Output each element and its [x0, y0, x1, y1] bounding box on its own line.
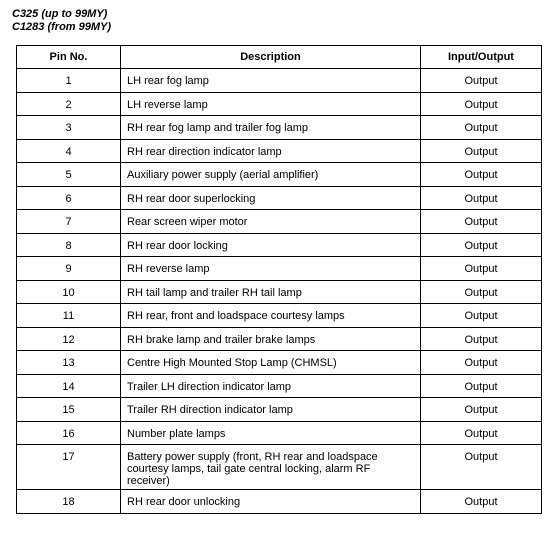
description-cell: RH brake lamp and trailer brake lamps	[121, 327, 421, 351]
pin-number-cell: 4	[17, 139, 121, 163]
table-header-row	[17, 46, 542, 69]
table-row	[17, 257, 542, 281]
pin-number-cell: 11	[17, 304, 121, 328]
input-output-cell: Output	[421, 139, 542, 163]
input-output-cell: Output	[421, 233, 542, 257]
pin-number-cell: 9	[17, 257, 121, 281]
pin-table	[16, 45, 542, 514]
column-header-io: Input/Output	[421, 46, 542, 69]
input-output-cell: Output	[421, 398, 542, 422]
description-cell: LH rear fog lamp	[121, 69, 421, 93]
pin-number-cell: 3	[17, 116, 121, 140]
table-row	[17, 139, 542, 163]
input-output-cell: Output	[421, 69, 542, 93]
description-cell: RH rear door locking	[121, 233, 421, 257]
connector-heading-c325: C325 (up to 99MY)	[12, 8, 108, 20]
pin-number-cell: 14	[17, 374, 121, 398]
input-output-cell: Output	[421, 257, 542, 281]
input-output-cell: Output	[421, 163, 542, 187]
description-cell: RH rear fog lamp and trailer fog lamp	[121, 116, 421, 140]
table-row	[17, 327, 542, 351]
table-row	[17, 421, 542, 445]
pin-number-cell: 17	[17, 445, 121, 490]
input-output-cell: Output	[421, 374, 542, 398]
table-row	[17, 351, 542, 375]
input-output-cell: Output	[421, 280, 542, 304]
description-cell: Battery power supply (front, RH rear and loadspace courtesy lamps, tail gate central locking, alarm RF receiver)	[121, 445, 421, 490]
description-cell: Trailer RH direction indicator lamp	[121, 398, 421, 422]
connector-heading-c1283: C1283 (from 99MY)	[12, 21, 112, 33]
table-row	[17, 280, 542, 304]
table-row	[17, 186, 542, 210]
table-body	[17, 69, 542, 514]
table-row	[17, 116, 542, 140]
table-row	[17, 233, 542, 257]
table-row	[17, 163, 542, 187]
input-output-cell: Output	[421, 304, 542, 328]
table-row	[17, 69, 542, 93]
input-output-cell: Output	[421, 116, 542, 140]
input-output-cell: Output	[421, 210, 542, 234]
description-cell: RH rear door unlocking	[121, 490, 421, 514]
pin-number-cell: 2	[17, 92, 121, 116]
table-row	[17, 304, 542, 328]
input-output-cell: Output	[421, 421, 542, 445]
pin-number-cell: 18	[17, 490, 121, 514]
description-cell: RH rear, front and loadspace courtesy lamps	[121, 304, 421, 328]
input-output-cell: Output	[421, 351, 542, 375]
description-cell: Auxiliary power supply (aerial amplifier)	[121, 163, 421, 187]
pin-number-cell: 16	[17, 421, 121, 445]
description-cell: RH rear direction indicator lamp	[121, 139, 421, 163]
description-cell: RH tail lamp and trailer RH tail lamp	[121, 280, 421, 304]
input-output-cell: Output	[421, 327, 542, 351]
description-cell: RH rear door superlocking	[121, 186, 421, 210]
description-cell: LH reverse lamp	[121, 92, 421, 116]
pin-number-cell: 1	[17, 69, 121, 93]
table-row	[17, 374, 542, 398]
input-output-cell: Output	[421, 92, 542, 116]
pin-number-cell: 5	[17, 163, 121, 187]
description-cell: Centre High Mounted Stop Lamp (CHMSL)	[121, 351, 421, 375]
column-header-description: Description	[121, 46, 421, 69]
description-cell: Rear screen wiper motor	[121, 210, 421, 234]
pin-number-cell: 12	[17, 327, 121, 351]
table-row	[17, 210, 542, 234]
table-row	[17, 490, 542, 514]
input-output-cell: Output	[421, 490, 542, 514]
table-row	[17, 92, 542, 116]
description-cell: RH reverse lamp	[121, 257, 421, 281]
pin-number-cell: 13	[17, 351, 121, 375]
pin-number-cell: 10	[17, 280, 121, 304]
table-row	[17, 445, 542, 490]
description-cell: Number plate lamps	[121, 421, 421, 445]
pin-number-cell: 15	[17, 398, 121, 422]
column-header-pin: Pin No.	[17, 46, 121, 69]
connector-headings	[12, 8, 111, 34]
pin-number-cell: 8	[17, 233, 121, 257]
input-output-cell: Output	[421, 186, 542, 210]
pin-number-cell: 7	[17, 210, 121, 234]
pin-number-cell: 6	[17, 186, 121, 210]
description-cell: Trailer LH direction indicator lamp	[121, 374, 421, 398]
table-row	[17, 398, 542, 422]
input-output-cell: Output	[421, 445, 542, 490]
